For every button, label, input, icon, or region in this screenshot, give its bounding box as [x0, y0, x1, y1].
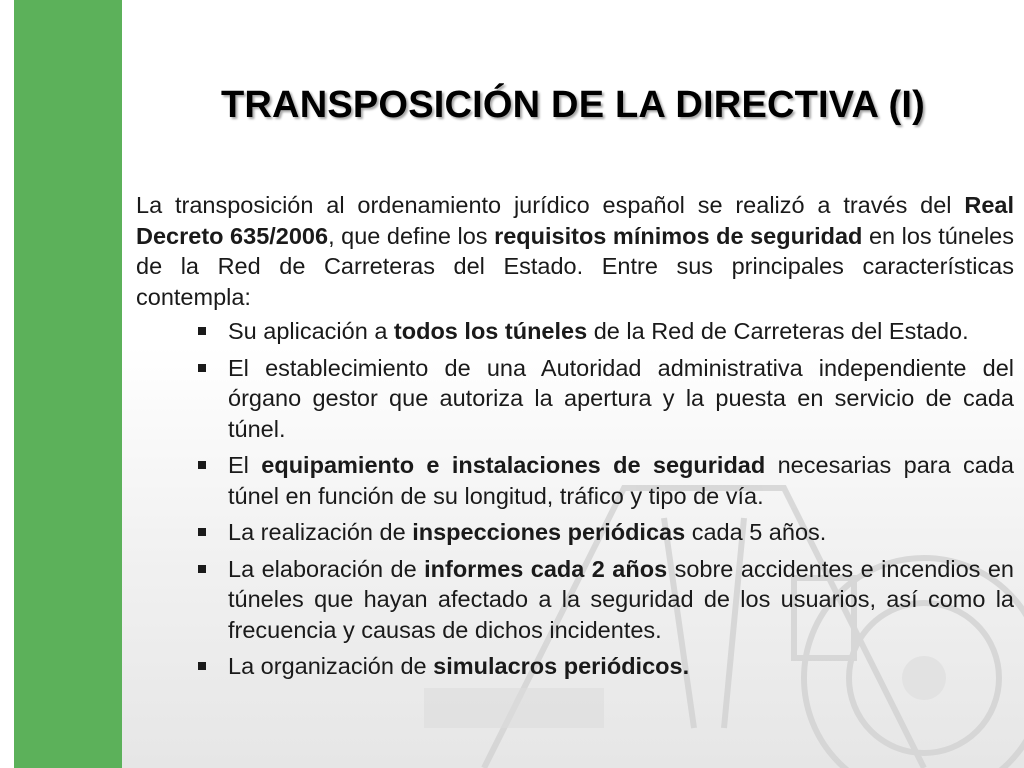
bullet-text: Su aplicación a — [228, 318, 394, 344]
bullet-text: La elaboración de — [228, 555, 425, 582]
bullet-text: sobre accidentes e incendios en túneles que hayan afectado a la seguridad de los usuarios, así como la frecuencia y causas de dichos incidentes. — [228, 555, 1014, 643]
slide-title: TRANSPOSICIÓN DE LA DIRECTIVA (I) — [221, 84, 925, 126]
bullet-bold-text: equipamiento e instalaciones de seguridad — [261, 452, 766, 478]
list-item — [136, 651, 1014, 682]
left-margin-strip — [0, 0, 14, 768]
intro-paragraph — [136, 190, 1014, 312]
bullet-text: de la Red de Carreteras del Estado. — [587, 318, 969, 344]
bullet-text: El — [228, 452, 262, 478]
list-item — [136, 450, 1014, 511]
square-bullet-icon — [198, 528, 206, 536]
bullet-bold-text: simulacros periódicos. — [433, 653, 690, 679]
square-bullet-icon — [198, 461, 206, 469]
bullet-bold-text: todos los túneles — [393, 318, 588, 344]
intro-text-3: en los túneles de la Red de Carreteras del Estado. Entre sus principales características contempla: — [136, 222, 1014, 310]
slide-body — [136, 190, 1014, 688]
bullet-text: El establecimiento de una Autoridad administrativa independiente del órgano gestor que autoriza la apertura y la puesta en servicio de cada túnel. — [228, 354, 1014, 442]
list-item — [136, 554, 1014, 646]
intro-bold-requirements: requisitos mínimos de seguridad — [494, 222, 863, 249]
intro-text-2: , que define los — [328, 222, 495, 249]
square-bullet-icon — [198, 565, 206, 573]
bullet-text: La organización de — [228, 653, 434, 679]
bullet-bold-text: inspecciones periódicas — [412, 519, 686, 545]
intro-bold-decree: Real Decreto 635/2006 — [136, 192, 1014, 249]
list-item — [136, 316, 1014, 347]
bullet-text: cada 5 años. — [685, 519, 827, 545]
feature-list — [136, 316, 1014, 682]
square-bullet-icon — [198, 662, 206, 670]
square-bullet-icon — [198, 364, 206, 372]
bullet-text: La realización de — [228, 519, 413, 545]
accent-sidebar-bar — [14, 0, 122, 768]
list-item — [136, 353, 1014, 445]
list-item — [136, 517, 1014, 548]
square-bullet-icon — [198, 327, 206, 335]
bullet-text: necesarias para cada túnel en función de su longitud, tráfico y tipo de vía. — [228, 452, 1014, 509]
intro-text-1: La transposición al ordenamiento jurídico español se realizó a través del — [136, 192, 965, 218]
bullet-bold-text: informes cada 2 años — [424, 555, 668, 582]
